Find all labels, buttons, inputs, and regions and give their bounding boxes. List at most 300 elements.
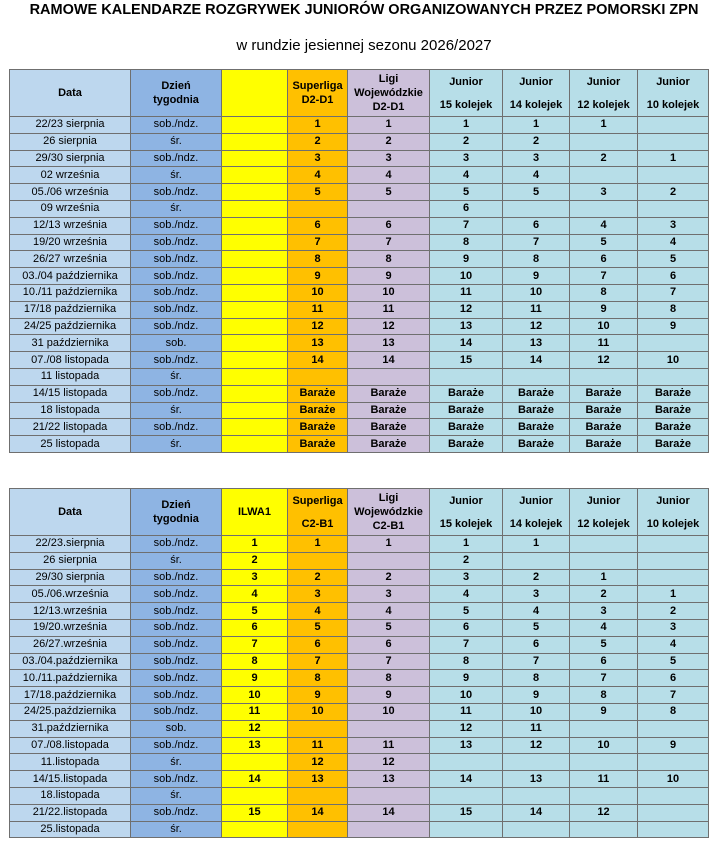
date-cell: 22/23 sierpnia	[10, 117, 131, 134]
junior-15-cell: Baraże	[430, 385, 503, 402]
junior-10-cell	[638, 569, 709, 586]
junior-10-cell: 2	[638, 184, 709, 201]
header-ligi-label-2: Wojewódzkie	[354, 87, 423, 99]
day-cell: śr.	[131, 787, 222, 804]
ligi-cell: 2	[348, 569, 430, 586]
junior-15-cell: 10	[430, 268, 503, 285]
ligi-cell: 10	[348, 703, 430, 720]
ilwa-cell	[222, 335, 288, 352]
ilwa-cell	[222, 821, 288, 838]
header-junior-12	[570, 70, 638, 117]
junior-15-cell: 7	[430, 217, 503, 234]
day-cell: sob./ndz.	[131, 586, 222, 603]
superliga-cell: 4	[288, 167, 348, 184]
junior-12-cell: 3	[570, 603, 638, 620]
ilwa-cell	[222, 217, 288, 234]
junior-14-cell: Baraże	[503, 419, 570, 436]
date-cell: 17/18 października	[10, 301, 131, 318]
header-junior-rounds: 15 kolejek	[439, 517, 493, 530]
ilwa-cell: 2	[222, 552, 288, 569]
table-row	[10, 754, 709, 771]
junior-10-cell: 1	[638, 150, 709, 167]
junior-10-cell	[638, 200, 709, 217]
superliga-cell	[288, 552, 348, 569]
day-cell: sob./ndz.	[131, 184, 222, 201]
date-cell: 17/18.października	[10, 687, 131, 704]
date-cell: 26/27 września	[10, 251, 131, 268]
ilwa-cell	[222, 133, 288, 150]
ligi-cell: 12	[348, 754, 430, 771]
junior-12-cell: Baraże	[570, 402, 638, 419]
date-cell: 25.listopada	[10, 821, 131, 838]
ilwa-cell: 9	[222, 670, 288, 687]
junior-14-cell: 10	[503, 284, 570, 301]
date-cell: 26 sierpnia	[10, 133, 131, 150]
table-row	[10, 536, 709, 553]
junior-14-cell: 7	[503, 234, 570, 251]
ilwa-cell: 5	[222, 603, 288, 620]
junior-12-cell: 8	[570, 284, 638, 301]
superliga-cell: Baraże	[288, 402, 348, 419]
table-row	[10, 268, 709, 285]
junior-14-cell: 9	[503, 268, 570, 285]
junior-15-cell: 4	[430, 167, 503, 184]
junior-15-cell	[430, 368, 503, 385]
ligi-cell	[348, 552, 430, 569]
day-cell: sob./ndz.	[131, 117, 222, 134]
superliga-cell: 11	[288, 737, 348, 754]
superliga-cell	[288, 821, 348, 838]
ilwa-cell	[222, 117, 288, 134]
junior-10-cell	[638, 787, 709, 804]
junior-10-cell: 4	[638, 636, 709, 653]
junior-14-cell	[503, 552, 570, 569]
ligi-cell	[348, 368, 430, 385]
junior-10-cell: 7	[638, 284, 709, 301]
ilwa-cell: 10	[222, 687, 288, 704]
header-ligi	[348, 70, 430, 117]
junior-12-cell: 12	[570, 352, 638, 369]
table-row	[10, 720, 709, 737]
junior-15-cell: Baraże	[430, 436, 503, 453]
header-junior-rounds: 10 kolejek	[646, 517, 700, 530]
superliga-cell: 7	[288, 234, 348, 251]
day-cell: sob./ndz.	[131, 653, 222, 670]
table-row	[10, 653, 709, 670]
junior-15-cell: 11	[430, 284, 503, 301]
ligi-cell: Baraże	[348, 402, 430, 419]
date-cell: 12/13 września	[10, 217, 131, 234]
junior-10-cell: 3	[638, 619, 709, 636]
junior-10-cell: 4	[638, 234, 709, 251]
junior-14-cell: 4	[503, 167, 570, 184]
table-row	[10, 318, 709, 335]
superliga-cell: 7	[288, 653, 348, 670]
date-cell: 18.listopada	[10, 787, 131, 804]
junior-14-cell: Baraże	[503, 385, 570, 402]
date-cell: 19/20 września	[10, 234, 131, 251]
ilwa-cell: 11	[222, 703, 288, 720]
superliga-cell	[288, 368, 348, 385]
header-day-of-week	[131, 70, 222, 117]
junior-15-cell: 13	[430, 737, 503, 754]
junior-15-cell: 5	[430, 184, 503, 201]
table-row	[10, 419, 709, 436]
junior-15-cell: 12	[430, 301, 503, 318]
junior-14-cell: 12	[503, 737, 570, 754]
header-junior-rounds: 14 kolejek	[509, 98, 563, 111]
date-cell: 22/23.sierpnia	[10, 536, 131, 553]
day-cell: sob./ndz.	[131, 301, 222, 318]
junior-14-cell: 1	[503, 536, 570, 553]
ilwa-cell	[222, 284, 288, 301]
junior-10-cell	[638, 133, 709, 150]
junior-10-cell: Baraże	[638, 436, 709, 453]
ilwa-cell	[222, 787, 288, 804]
day-cell: sob./ndz.	[131, 150, 222, 167]
date-cell: 26 sierpnia	[10, 552, 131, 569]
junior-14-cell: 11	[503, 301, 570, 318]
junior-10-cell: 6	[638, 670, 709, 687]
day-cell: śr.	[131, 200, 222, 217]
table-row	[10, 402, 709, 419]
junior-12-cell: 9	[570, 703, 638, 720]
table-row	[10, 352, 709, 369]
day-cell: sob./ndz.	[131, 670, 222, 687]
ilwa-cell	[222, 150, 288, 167]
ilwa-cell	[222, 318, 288, 335]
ligi-cell: 8	[348, 251, 430, 268]
junior-12-cell	[570, 754, 638, 771]
header-superliga	[288, 489, 348, 536]
junior-15-cell: 15	[430, 352, 503, 369]
junior-14-cell	[503, 787, 570, 804]
ligi-cell: Baraże	[348, 436, 430, 453]
junior-12-cell: 11	[570, 771, 638, 788]
date-cell: 21/22 listopada	[10, 419, 131, 436]
header-date: Data	[10, 70, 131, 117]
superliga-cell: 14	[288, 352, 348, 369]
ligi-cell: 5	[348, 619, 430, 636]
junior-10-cell	[638, 167, 709, 184]
junior-15-cell: 10	[430, 687, 503, 704]
junior-12-cell: 10	[570, 318, 638, 335]
table-row	[10, 150, 709, 167]
ligi-cell	[348, 200, 430, 217]
ligi-cell: 8	[348, 670, 430, 687]
junior-15-cell	[430, 821, 503, 838]
date-cell: 24/25.października	[10, 703, 131, 720]
ligi-cell	[348, 720, 430, 737]
junior-12-cell	[570, 720, 638, 737]
header-junior-label: Junior	[449, 494, 483, 507]
day-cell: sob./ndz.	[131, 603, 222, 620]
junior-14-cell	[503, 368, 570, 385]
junior-14-cell: 12	[503, 318, 570, 335]
ligi-cell: 11	[348, 737, 430, 754]
date-cell: 14/15 listopada	[10, 385, 131, 402]
junior-15-cell: Baraże	[430, 402, 503, 419]
day-cell: sob./ndz.	[131, 284, 222, 301]
ligi-cell: 6	[348, 217, 430, 234]
junior-14-cell: Baraże	[503, 436, 570, 453]
header-junior-label: Junior	[656, 75, 690, 88]
junior-12-cell: 7	[570, 268, 638, 285]
header-junior-14	[503, 489, 570, 536]
date-cell: 03./04 października	[10, 268, 131, 285]
table-row	[10, 586, 709, 603]
header-superliga-label: Superliga	[292, 494, 343, 507]
header-ligi-label-2: Wojewódzkie	[354, 506, 423, 518]
junior-12-cell: Baraże	[570, 436, 638, 453]
header-junior-label: Junior	[586, 494, 621, 507]
ilwa-cell	[222, 754, 288, 771]
junior-14-cell: 2	[503, 569, 570, 586]
junior-15-cell: 11	[430, 703, 503, 720]
junior-12-cell: 5	[570, 636, 638, 653]
date-cell: 10./11.października	[10, 670, 131, 687]
header-day-of-week	[131, 489, 222, 536]
date-cell: 03./04.października	[10, 653, 131, 670]
junior-12-cell: 5	[570, 234, 638, 251]
junior-10-cell: Baraże	[638, 419, 709, 436]
date-cell: 12/13.września	[10, 603, 131, 620]
superliga-cell: 2	[288, 569, 348, 586]
junior-15-cell: 6	[430, 619, 503, 636]
superliga-cell: Baraże	[288, 419, 348, 436]
superliga-cell	[288, 720, 348, 737]
ilwa-cell	[222, 301, 288, 318]
day-cell: śr.	[131, 552, 222, 569]
table-row	[10, 636, 709, 653]
junior-12-cell: 6	[570, 251, 638, 268]
junior-15-cell: 2	[430, 133, 503, 150]
header-junior-rounds: 14 kolejek	[509, 517, 563, 530]
junior-15-cell: 12	[430, 720, 503, 737]
ilwa-cell: 3	[222, 569, 288, 586]
ilwa-cell: 15	[222, 804, 288, 821]
ilwa-cell: 13	[222, 737, 288, 754]
superliga-cell: 10	[288, 703, 348, 720]
date-cell: 29/30 sierpnia	[10, 569, 131, 586]
junior-10-cell: 5	[638, 251, 709, 268]
page-title: RAMOWE KALENDARZE ROZGRYWEK JUNIORÓW ORGANIZOWANYCH PRZEZ POMORSKI ZPN	[29, 2, 699, 18]
day-cell: sob./ndz.	[131, 703, 222, 720]
junior-14-cell: 5	[503, 184, 570, 201]
ilwa-cell: 1	[222, 536, 288, 553]
junior-12-cell: 3	[570, 184, 638, 201]
junior-12-cell: 1	[570, 569, 638, 586]
header-superliga-label: Superliga	[292, 80, 343, 92]
ilwa-cell	[222, 368, 288, 385]
table-row	[10, 184, 709, 201]
junior-15-cell	[430, 754, 503, 771]
junior-10-cell: 3	[638, 217, 709, 234]
day-cell: śr.	[131, 402, 222, 419]
day-cell: sob./ndz.	[131, 619, 222, 636]
date-cell: 11 listopada	[10, 368, 131, 385]
junior-14-cell: 3	[503, 586, 570, 603]
ligi-cell: 5	[348, 184, 430, 201]
junior-15-cell	[430, 787, 503, 804]
junior-10-cell: 8	[638, 301, 709, 318]
ligi-cell: 12	[348, 318, 430, 335]
junior-10-cell: 6	[638, 268, 709, 285]
junior-14-cell: 7	[503, 653, 570, 670]
junior-15-cell: 13	[430, 318, 503, 335]
superliga-cell: 5	[288, 619, 348, 636]
junior-10-cell: 9	[638, 318, 709, 335]
junior-14-cell: 1	[503, 117, 570, 134]
junior-15-cell: 1	[430, 117, 503, 134]
junior-12-cell: 4	[570, 217, 638, 234]
day-cell: sob./ndz.	[131, 419, 222, 436]
superliga-cell: 12	[288, 318, 348, 335]
junior-14-cell	[503, 200, 570, 217]
junior-14-cell: 6	[503, 636, 570, 653]
superliga-cell: 13	[288, 335, 348, 352]
junior-10-cell: Baraże	[638, 402, 709, 419]
junior-14-cell: 8	[503, 670, 570, 687]
ligi-cell: 2	[348, 133, 430, 150]
ligi-cell: 7	[348, 234, 430, 251]
junior-10-cell	[638, 720, 709, 737]
page-subtitle: w rundzie jesiennej sezonu 2026/2027	[236, 37, 492, 54]
junior-10-cell	[638, 536, 709, 553]
day-cell: śr.	[131, 368, 222, 385]
date-cell: 05./06.września	[10, 586, 131, 603]
junior-10-cell: 10	[638, 352, 709, 369]
junior-10-cell: 8	[638, 703, 709, 720]
junior-14-cell	[503, 754, 570, 771]
junior-14-cell: 2	[503, 133, 570, 150]
junior-15-cell: 15	[430, 804, 503, 821]
table-row	[10, 687, 709, 704]
junior-15-cell: 3	[430, 569, 503, 586]
junior-12-cell: 2	[570, 586, 638, 603]
superliga-cell: 11	[288, 301, 348, 318]
date-cell: 25 listopada	[10, 436, 131, 453]
day-cell: sob./ndz.	[131, 536, 222, 553]
junior-12-cell	[570, 821, 638, 838]
superliga-cell: 5	[288, 184, 348, 201]
day-cell: sob./ndz.	[131, 268, 222, 285]
header-ligi	[348, 489, 430, 536]
ligi-cell: 4	[348, 167, 430, 184]
table-row	[10, 821, 709, 838]
date-cell: 11.listopada	[10, 754, 131, 771]
date-cell: 18 listopada	[10, 402, 131, 419]
ilwa-cell: 6	[222, 619, 288, 636]
day-cell: śr.	[131, 821, 222, 838]
junior-15-cell: 6	[430, 200, 503, 217]
junior-12-cell: 11	[570, 335, 638, 352]
date-cell: 05./06 września	[10, 184, 131, 201]
junior-14-cell: 11	[503, 720, 570, 737]
ilwa-cell: 4	[222, 586, 288, 603]
junior-10-cell	[638, 552, 709, 569]
ilwa-cell: 8	[222, 653, 288, 670]
junior-10-cell: 7	[638, 687, 709, 704]
header-ligi-label: Ligi	[378, 73, 399, 85]
superliga-cell	[288, 200, 348, 217]
header-ilwa: ILWA1	[222, 489, 288, 536]
superliga-cell: Baraże	[288, 385, 348, 402]
table-row	[10, 569, 709, 586]
table-row	[10, 133, 709, 150]
ligi-cell: 3	[348, 150, 430, 167]
junior-12-cell: 6	[570, 653, 638, 670]
day-cell: sob./ndz.	[131, 687, 222, 704]
ilwa-cell: 12	[222, 720, 288, 737]
junior-10-cell: 5	[638, 653, 709, 670]
junior-14-cell: 14	[503, 804, 570, 821]
superliga-cell: 8	[288, 251, 348, 268]
junior-12-cell: 1	[570, 117, 638, 134]
table-row	[10, 670, 709, 687]
date-cell: 21/22.listopada	[10, 804, 131, 821]
ligi-cell: 1	[348, 536, 430, 553]
header-junior-rounds: 10 kolejek	[646, 98, 700, 111]
date-cell: 26/27.września	[10, 636, 131, 653]
junior-14-cell: 4	[503, 603, 570, 620]
junior-15-cell: 4	[430, 586, 503, 603]
table-row	[10, 284, 709, 301]
day-cell: śr.	[131, 167, 222, 184]
junior-10-cell	[638, 335, 709, 352]
junior-10-cell	[638, 754, 709, 771]
day-cell: śr.	[131, 133, 222, 150]
ligi-cell: 9	[348, 687, 430, 704]
table-row	[10, 804, 709, 821]
ilwa-cell: 7	[222, 636, 288, 653]
header-junior-12	[570, 489, 638, 536]
ligi-cell: 13	[348, 335, 430, 352]
date-cell: 19/20.września	[10, 619, 131, 636]
superliga-cell: 9	[288, 687, 348, 704]
day-cell: sob.	[131, 720, 222, 737]
junior-12-cell: 8	[570, 687, 638, 704]
junior-14-cell: 3	[503, 150, 570, 167]
superliga-cell: Baraże	[288, 436, 348, 453]
table-row	[10, 737, 709, 754]
day-cell: sob./ndz.	[131, 234, 222, 251]
table-row	[10, 436, 709, 453]
superliga-cell: 3	[288, 586, 348, 603]
ligi-cell: Baraże	[348, 385, 430, 402]
header-ligi-group: D2-D1	[372, 101, 405, 113]
junior-12-cell: 10	[570, 737, 638, 754]
superliga-cell	[288, 787, 348, 804]
junior-12-cell: Baraże	[570, 385, 638, 402]
ilwa-cell	[222, 184, 288, 201]
junior-15-cell: 14	[430, 335, 503, 352]
junior-10-cell	[638, 804, 709, 821]
junior-12-cell: 9	[570, 301, 638, 318]
header-ligi-group: C2-B1	[372, 520, 405, 532]
junior-15-cell: Baraże	[430, 419, 503, 436]
table-row	[10, 771, 709, 788]
day-cell: sob./ndz.	[131, 636, 222, 653]
ligi-cell	[348, 787, 430, 804]
date-cell: 29/30 sierpnia	[10, 150, 131, 167]
schedule-table-1	[9, 69, 709, 453]
junior-12-cell: 4	[570, 619, 638, 636]
day-cell: sob./ndz.	[131, 569, 222, 586]
day-cell: sob.	[131, 335, 222, 352]
header-junior-label: Junior	[519, 75, 553, 88]
ilwa-cell	[222, 251, 288, 268]
